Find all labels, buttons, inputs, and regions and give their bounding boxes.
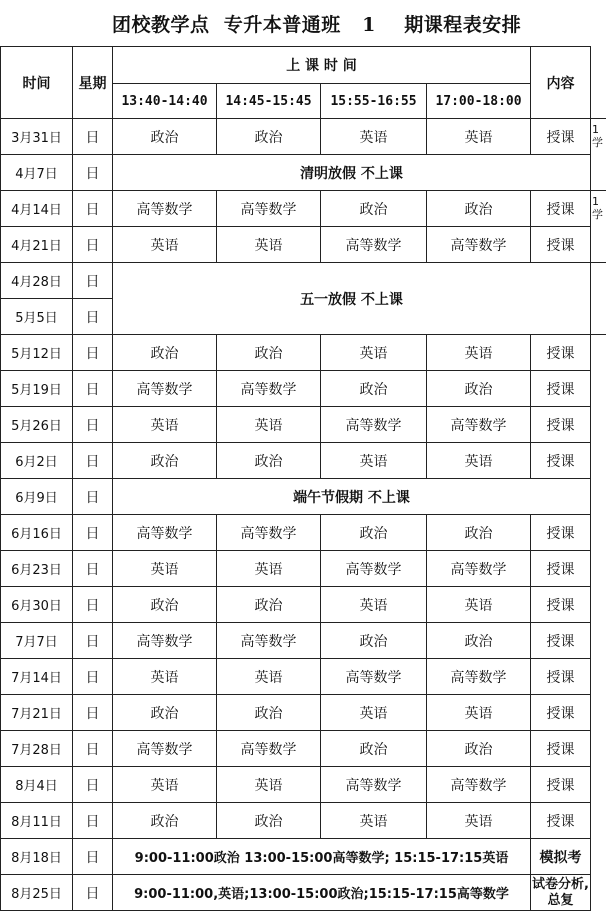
slot-header-3: 15:55-16:55 xyxy=(321,84,427,119)
edge-blank xyxy=(591,623,606,659)
course-cell: 英语 xyxy=(217,551,321,587)
course-cell: 高等数学 xyxy=(113,623,217,659)
weekday-cell: 日 xyxy=(73,479,113,515)
course-cell: 英语 xyxy=(321,695,427,731)
date-cell: 4月28日 xyxy=(1,263,73,299)
table-row xyxy=(1,335,606,371)
date-cell: 6月30日 xyxy=(1,587,73,623)
edge-fragment-text: 学 xyxy=(592,208,606,221)
table-row xyxy=(1,263,606,299)
date-cell: 4月14日 xyxy=(1,191,73,227)
table-row xyxy=(1,875,606,911)
date-cell: 6月9日 xyxy=(1,479,73,515)
content-cell: 授课 xyxy=(531,371,591,407)
course-cell: 政治 xyxy=(217,803,321,839)
content-cell: 授课 xyxy=(531,695,591,731)
course-cell: 英语 xyxy=(427,119,531,155)
content-cell: 授课 xyxy=(531,119,591,155)
edge-blank xyxy=(591,875,606,911)
course-cell: 英语 xyxy=(217,227,321,263)
edge-blank xyxy=(591,551,606,587)
content-cell: 授课 xyxy=(531,623,591,659)
course-cell: 英语 xyxy=(113,659,217,695)
table-row xyxy=(1,227,606,263)
edge-blank xyxy=(591,335,606,371)
date-cell: 7月21日 xyxy=(1,695,73,731)
edge-blank xyxy=(591,479,606,515)
course-cell: 英语 xyxy=(427,335,531,371)
weekday-cell: 日 xyxy=(73,227,113,263)
content-cell: 授课 xyxy=(531,731,591,767)
weekday-cell: 日 xyxy=(73,299,113,335)
edge-blank xyxy=(591,731,606,767)
course-cell: 高等数学 xyxy=(321,767,427,803)
weekday-cell: 日 xyxy=(73,803,113,839)
course-cell: 高等数学 xyxy=(321,227,427,263)
table-row xyxy=(1,515,606,551)
course-cell: 英语 xyxy=(217,767,321,803)
weekday-cell: 日 xyxy=(73,659,113,695)
weekday-cell: 日 xyxy=(73,695,113,731)
slot-header-1: 13:40-14:40 xyxy=(113,84,217,119)
course-cell: 高等数学 xyxy=(113,515,217,551)
course-cell: 政治 xyxy=(321,731,427,767)
course-cell: 高等数学 xyxy=(113,371,217,407)
course-cell: 英语 xyxy=(217,659,321,695)
weekday-cell: 日 xyxy=(73,191,113,227)
slot-header-4: 17:00-18:00 xyxy=(427,84,531,119)
table-row xyxy=(1,119,606,155)
course-cell: 政治 xyxy=(113,335,217,371)
edge-blank xyxy=(591,443,606,479)
table-row xyxy=(1,803,606,839)
course-cell: 高等数学 xyxy=(321,407,427,443)
weekday-cell: 日 xyxy=(73,515,113,551)
date-cell: 7月28日 xyxy=(1,731,73,767)
course-cell: 高等数学 xyxy=(427,767,531,803)
date-cell: 6月16日 xyxy=(1,515,73,551)
edge-blank xyxy=(591,371,606,407)
course-cell: 高等数学 xyxy=(427,659,531,695)
edge-blank xyxy=(591,695,606,731)
exam-schedule-cell: 9:00-11:00政治 13:00-15:00高等数学; 15:15-17:15英语 xyxy=(113,839,531,875)
course-cell: 高等数学 xyxy=(113,731,217,767)
weekday-cell: 日 xyxy=(73,443,113,479)
slot-header-2: 14:45-15:45 xyxy=(217,84,321,119)
course-cell: 政治 xyxy=(113,119,217,155)
content-header: 内容 xyxy=(531,47,591,119)
date-cell: 6月2日 xyxy=(1,443,73,479)
date-cell: 5月5日 xyxy=(1,299,73,335)
course-cell: 英语 xyxy=(321,803,427,839)
table-row xyxy=(1,407,606,443)
weekday-header: 星期 xyxy=(73,47,113,119)
table-row xyxy=(1,731,606,767)
course-cell: 英语 xyxy=(427,443,531,479)
table-row xyxy=(1,695,606,731)
edge-blank xyxy=(591,659,606,695)
edge-fragment-text: 1 xyxy=(592,195,606,208)
course-cell: 政治 xyxy=(427,515,531,551)
edge-fragment-text: 1 xyxy=(592,123,606,136)
holiday-note: 清明放假 不上课 xyxy=(113,155,591,191)
date-cell: 7月14日 xyxy=(1,659,73,695)
course-cell: 政治 xyxy=(321,623,427,659)
date-cell: 5月26日 xyxy=(1,407,73,443)
date-cell: 8月25日 xyxy=(1,875,73,911)
holiday-note: 端午节假期 不上课 xyxy=(113,479,591,515)
table-row xyxy=(1,587,606,623)
course-cell: 高等数学 xyxy=(217,731,321,767)
course-cell: 高等数学 xyxy=(321,659,427,695)
table-row xyxy=(1,623,606,659)
course-cell: 英语 xyxy=(113,407,217,443)
weekday-cell: 日 xyxy=(73,731,113,767)
edge-fragment-text: 学 xyxy=(592,136,606,149)
course-cell: 英语 xyxy=(321,443,427,479)
edge-blank xyxy=(591,515,606,551)
weekday-cell: 日 xyxy=(73,587,113,623)
date-cell: 6月23日 xyxy=(1,551,73,587)
course-cell: 政治 xyxy=(113,803,217,839)
course-cell: 政治 xyxy=(217,443,321,479)
table-row xyxy=(1,155,606,191)
table-row xyxy=(1,443,606,479)
course-cell: 英语 xyxy=(427,587,531,623)
content-cell: 授课 xyxy=(531,227,591,263)
content-cell: 授课 xyxy=(531,659,591,695)
date-cell: 8月18日 xyxy=(1,839,73,875)
table-row xyxy=(1,371,606,407)
course-cell: 高等数学 xyxy=(321,551,427,587)
course-cell: 英语 xyxy=(321,587,427,623)
date-cell: 3月31日 xyxy=(1,119,73,155)
date-cell: 5月19日 xyxy=(1,371,73,407)
table-row xyxy=(1,551,606,587)
table-row xyxy=(1,479,606,515)
course-cell: 高等数学 xyxy=(217,623,321,659)
course-cell: 政治 xyxy=(321,191,427,227)
edge-fragment-2 xyxy=(591,191,606,263)
class-time-header: 上 课 时 间 xyxy=(113,47,531,84)
course-cell: 政治 xyxy=(427,191,531,227)
date-cell: 4月21日 xyxy=(1,227,73,263)
course-cell: 政治 xyxy=(113,587,217,623)
table-row xyxy=(1,659,606,695)
weekday-cell: 日 xyxy=(73,335,113,371)
course-cell: 政治 xyxy=(321,515,427,551)
edge-blank xyxy=(591,47,606,119)
edge-fragment-1 xyxy=(591,119,606,191)
table-body xyxy=(1,119,606,911)
content-cell: 授课 xyxy=(531,191,591,227)
table-row xyxy=(1,839,606,875)
date-cell: 5月12日 xyxy=(1,335,73,371)
content-cell: 授课 xyxy=(531,515,591,551)
course-cell: 高等数学 xyxy=(427,407,531,443)
course-cell: 高等数学 xyxy=(113,191,217,227)
date-cell: 8月11日 xyxy=(1,803,73,839)
page-title: 团校教学点 专升本普通班 1 期课程表安排 xyxy=(0,0,606,46)
course-cell: 政治 xyxy=(113,443,217,479)
schedule-table xyxy=(0,46,606,911)
course-cell: 英语 xyxy=(113,551,217,587)
exam-schedule-cell: 9:00-11:00,英语;13:00-15:00政治;15:15-17:15高等数学 xyxy=(113,875,531,911)
content-cell: 授课 xyxy=(531,803,591,839)
course-cell: 英语 xyxy=(427,695,531,731)
course-cell: 英语 xyxy=(113,767,217,803)
content-cell: 授课 xyxy=(531,587,591,623)
course-cell: 政治 xyxy=(427,623,531,659)
table-row xyxy=(1,767,606,803)
edge-blank xyxy=(591,803,606,839)
course-cell: 英语 xyxy=(321,119,427,155)
edge-blank xyxy=(591,587,606,623)
weekday-cell: 日 xyxy=(73,875,113,911)
date-cell: 8月4日 xyxy=(1,767,73,803)
course-cell: 政治 xyxy=(427,731,531,767)
content-cell: 授课 xyxy=(531,335,591,371)
header-row-1 xyxy=(1,47,606,84)
edge-blank xyxy=(591,839,606,875)
course-cell: 政治 xyxy=(217,119,321,155)
course-cell: 高等数学 xyxy=(427,551,531,587)
edge-blank xyxy=(591,407,606,443)
date-cell: 7月7日 xyxy=(1,623,73,659)
course-cell: 英语 xyxy=(217,407,321,443)
course-cell: 政治 xyxy=(217,587,321,623)
holiday-note: 五一放假 不上课 xyxy=(113,263,591,335)
course-cell: 政治 xyxy=(427,371,531,407)
content-cell: 授课 xyxy=(531,551,591,587)
course-cell: 英语 xyxy=(427,803,531,839)
weekday-cell: 日 xyxy=(73,263,113,299)
weekday-cell: 日 xyxy=(73,839,113,875)
weekday-cell: 日 xyxy=(73,407,113,443)
course-cell: 政治 xyxy=(113,695,217,731)
course-cell: 政治 xyxy=(321,371,427,407)
content-cell: 模拟考 xyxy=(531,839,591,875)
course-cell: 高等数学 xyxy=(217,515,321,551)
time-header: 时间 xyxy=(1,47,73,119)
content-cell: 授课 xyxy=(531,407,591,443)
date-cell: 4月7日 xyxy=(1,155,73,191)
weekday-cell: 日 xyxy=(73,551,113,587)
weekday-cell: 日 xyxy=(73,119,113,155)
edge-blank xyxy=(591,767,606,803)
course-cell: 政治 xyxy=(217,695,321,731)
edge-blank xyxy=(591,263,606,335)
weekday-cell: 日 xyxy=(73,767,113,803)
course-cell: 高等数学 xyxy=(217,191,321,227)
course-cell: 政治 xyxy=(217,335,321,371)
content-cell: 授课 xyxy=(531,767,591,803)
course-cell: 高等数学 xyxy=(217,371,321,407)
weekday-cell: 日 xyxy=(73,371,113,407)
content-cell: 试卷分析,总复 xyxy=(531,875,591,911)
course-cell: 英语 xyxy=(113,227,217,263)
course-cell: 英语 xyxy=(321,335,427,371)
table-row xyxy=(1,191,606,227)
content-cell: 授课 xyxy=(531,443,591,479)
course-cell: 高等数学 xyxy=(427,227,531,263)
weekday-cell: 日 xyxy=(73,623,113,659)
weekday-cell: 日 xyxy=(73,155,113,191)
